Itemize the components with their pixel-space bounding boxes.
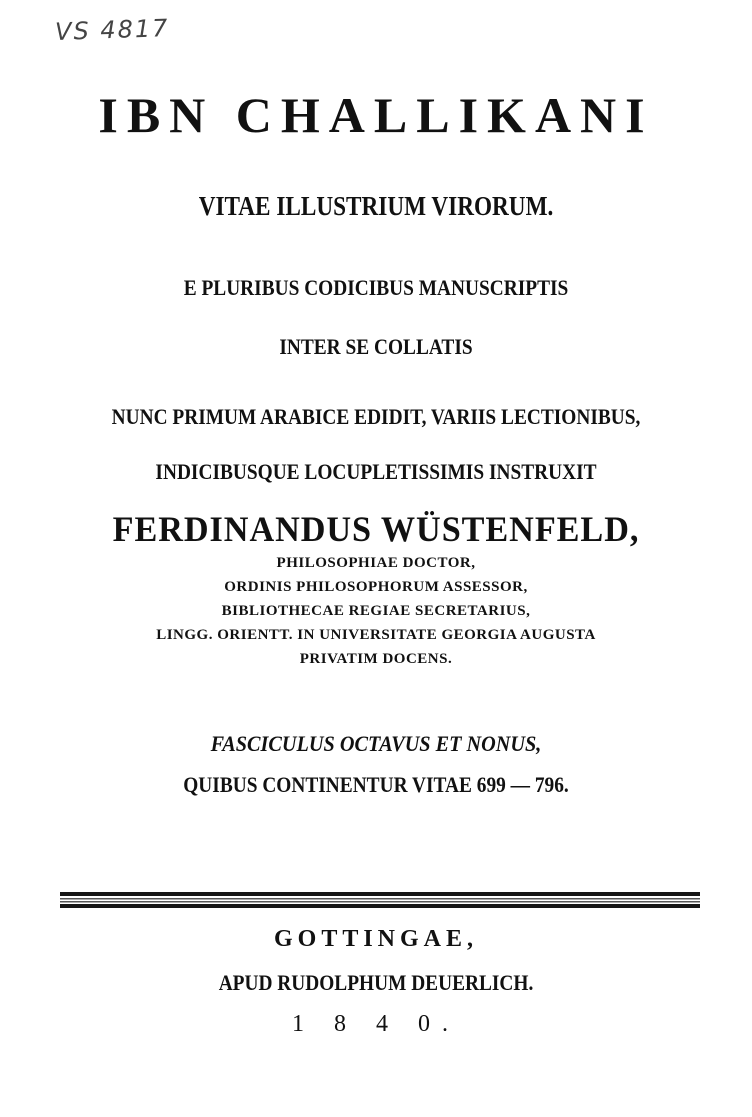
fascicle-line: FASCICULUS OCTAVUS ET NONUS, [210,731,542,756]
imprint-city: GOTTINGAE, [273,926,479,952]
author-name: FERDINANDUS WÜSTENFELD, [112,509,640,549]
edition-line-3: NUNC PRIMUM ARABICE EDIDIT, VARIIS LECTIONIBUS, [111,404,641,429]
edition-line-1: E PLURIBUS CODICIBUS MANUSCRIPTIS [183,275,569,300]
contents-line: QUIBUS CONTINENTUR VITAE 699 — 796. [183,772,569,797]
edition-line-4: INDICIBUSQUE LOCUPLETISSIMIS INSTRUXIT [155,459,597,484]
book-subtitle: VITAE ILLUSTRIUM VIRORUM. [198,191,554,221]
imprint-year: 1 8 4 0. [292,1011,460,1037]
handwritten-shelfmark: VS 4817 [54,14,170,46]
credential-line-3: BIBLIOTHECAE REGIAE SECRETARIUS, [221,603,531,619]
credential-line-5: PRIVATIM DOCENS. [299,651,453,667]
edition-line-2: INTER SE COLLATIS [279,334,473,359]
imprint-publisher: APUD RUDOLPHUM DEUERLICH. [218,970,534,995]
credential-line-2: ORDINIS PHILOSOPHORUM ASSESSOR, [224,579,528,595]
double-rule-divider [60,892,700,910]
credential-line-4: LINGG. ORIENTT. IN UNIVERSITATE GEORGIA AUGUSTA [156,627,596,643]
credential-line-1: PHILOSOPHIAE DOCTOR, [276,555,476,571]
book-title: IBN CHALLIKANI [98,87,654,143]
